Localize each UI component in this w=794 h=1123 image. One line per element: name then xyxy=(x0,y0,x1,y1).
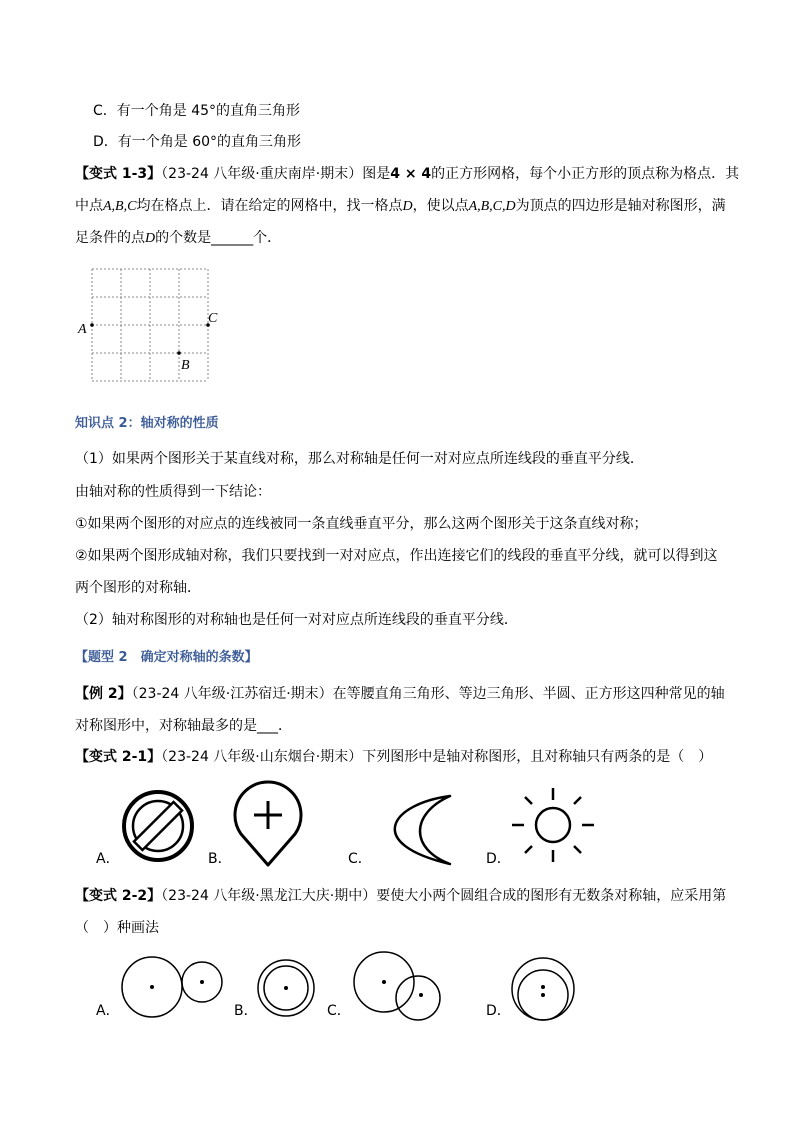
v22-option-b-label: B． xyxy=(234,1003,258,1019)
option-d: D．有一个角是 60°的直角三角形 xyxy=(93,134,302,150)
grid-figure xyxy=(92,269,208,381)
internally-tangent-circles-figure xyxy=(510,956,576,1022)
label-b: B xyxy=(181,358,190,373)
example-2-line2: 对称图形中，对称轴最多的是___． xyxy=(75,718,292,734)
knowledge-2-p5: （2）轴对称图形的对称轴也是任何一对对应点所连线段的垂直平分线． xyxy=(75,612,518,628)
crescent-figure xyxy=(370,794,460,866)
v21-option-b-label: B． xyxy=(208,851,232,867)
label-a: A xyxy=(78,322,87,337)
overlapping-circles-figure xyxy=(350,950,446,1026)
point-a xyxy=(90,323,94,327)
variant-1-3-line3: 足条件的点D的个数是______个． xyxy=(75,230,282,246)
variant-2-2-line1: 【变式 2-2】（23-24 八年级·黑龙江大庆·期中）要使大小两个圆组合成的图形有无数条对称轴，应采用第 xyxy=(75,888,727,904)
point-b xyxy=(177,351,181,355)
knowledge-2-p2: 由轴对称的性质得到一下结论： xyxy=(75,484,271,500)
sun-figure xyxy=(510,786,596,864)
v22-option-d-label: D． xyxy=(486,1003,511,1019)
label-c: C xyxy=(208,311,218,326)
map-pin-plus-figure xyxy=(232,782,304,868)
v22-option-c-label: C． xyxy=(327,1003,351,1019)
type-2-title: 【题型 2 确定对称轴的条数】 xyxy=(75,650,258,665)
variant-2-1-line: 【变式 2-1】（23-24 八年级·山东烟台·期末）下列图形中是轴对称图形，且对称轴只有两条的是（ ） xyxy=(75,749,713,765)
v21-option-d-label: D． xyxy=(486,851,511,867)
knowledge-2-p3: ①如果两个图形的对应点的连线被同一条直线垂直平分，那么这两个图形关于这条直线对称； xyxy=(75,516,648,532)
knowledge-2-p1: （1）如果两个图形关于某直线对称，那么对称轴是任何一对对应点所连线段的垂直平分线． xyxy=(75,451,644,467)
answer-blank: ______ xyxy=(211,230,254,246)
two-touching-circles-figure xyxy=(120,955,224,1019)
option-c: C．有一个角是 45°的直角三角形 xyxy=(93,103,301,119)
knowledge-2-p4a: ②如果两个图形成轴对称，我们只要找到一对对应点，作出连接它们的线段的垂直平分线，就可以得到这 xyxy=(75,548,718,564)
knowledge-2-title: 知识点 2：轴对称的性质 xyxy=(75,416,219,431)
prohibition-sign-figure xyxy=(120,788,196,864)
knowledge-2-p4b: 两个图形的对称轴． xyxy=(75,580,201,596)
concentric-circles-figure xyxy=(256,958,316,1018)
variant-2-2-line2: （ ）种画法 xyxy=(75,920,159,936)
variant-1-3-line1: 【变式 1-3】（23-24 八年级·重庆南岸·期末）图是4 × 4的正方形网格，每个小正方形的顶点称为格点．其 xyxy=(75,166,740,182)
example-2-line1: 【例 2】（23-24 八年级·江苏宿迁·期末）在等腰直角三角形、等边三角形、半圆、正方形这四种常见的轴 xyxy=(75,686,725,702)
v21-option-c-label: C． xyxy=(348,851,372,867)
v21-option-a-label: A． xyxy=(96,851,120,867)
v22-option-a-label: A． xyxy=(96,1003,120,1019)
variant-1-3-line2: 中点A,B,C均在格点上．请在给定的网格中，找一格点D，使以点A,B,C,D为顶点的四边形是轴对称图形，满 xyxy=(75,198,726,214)
